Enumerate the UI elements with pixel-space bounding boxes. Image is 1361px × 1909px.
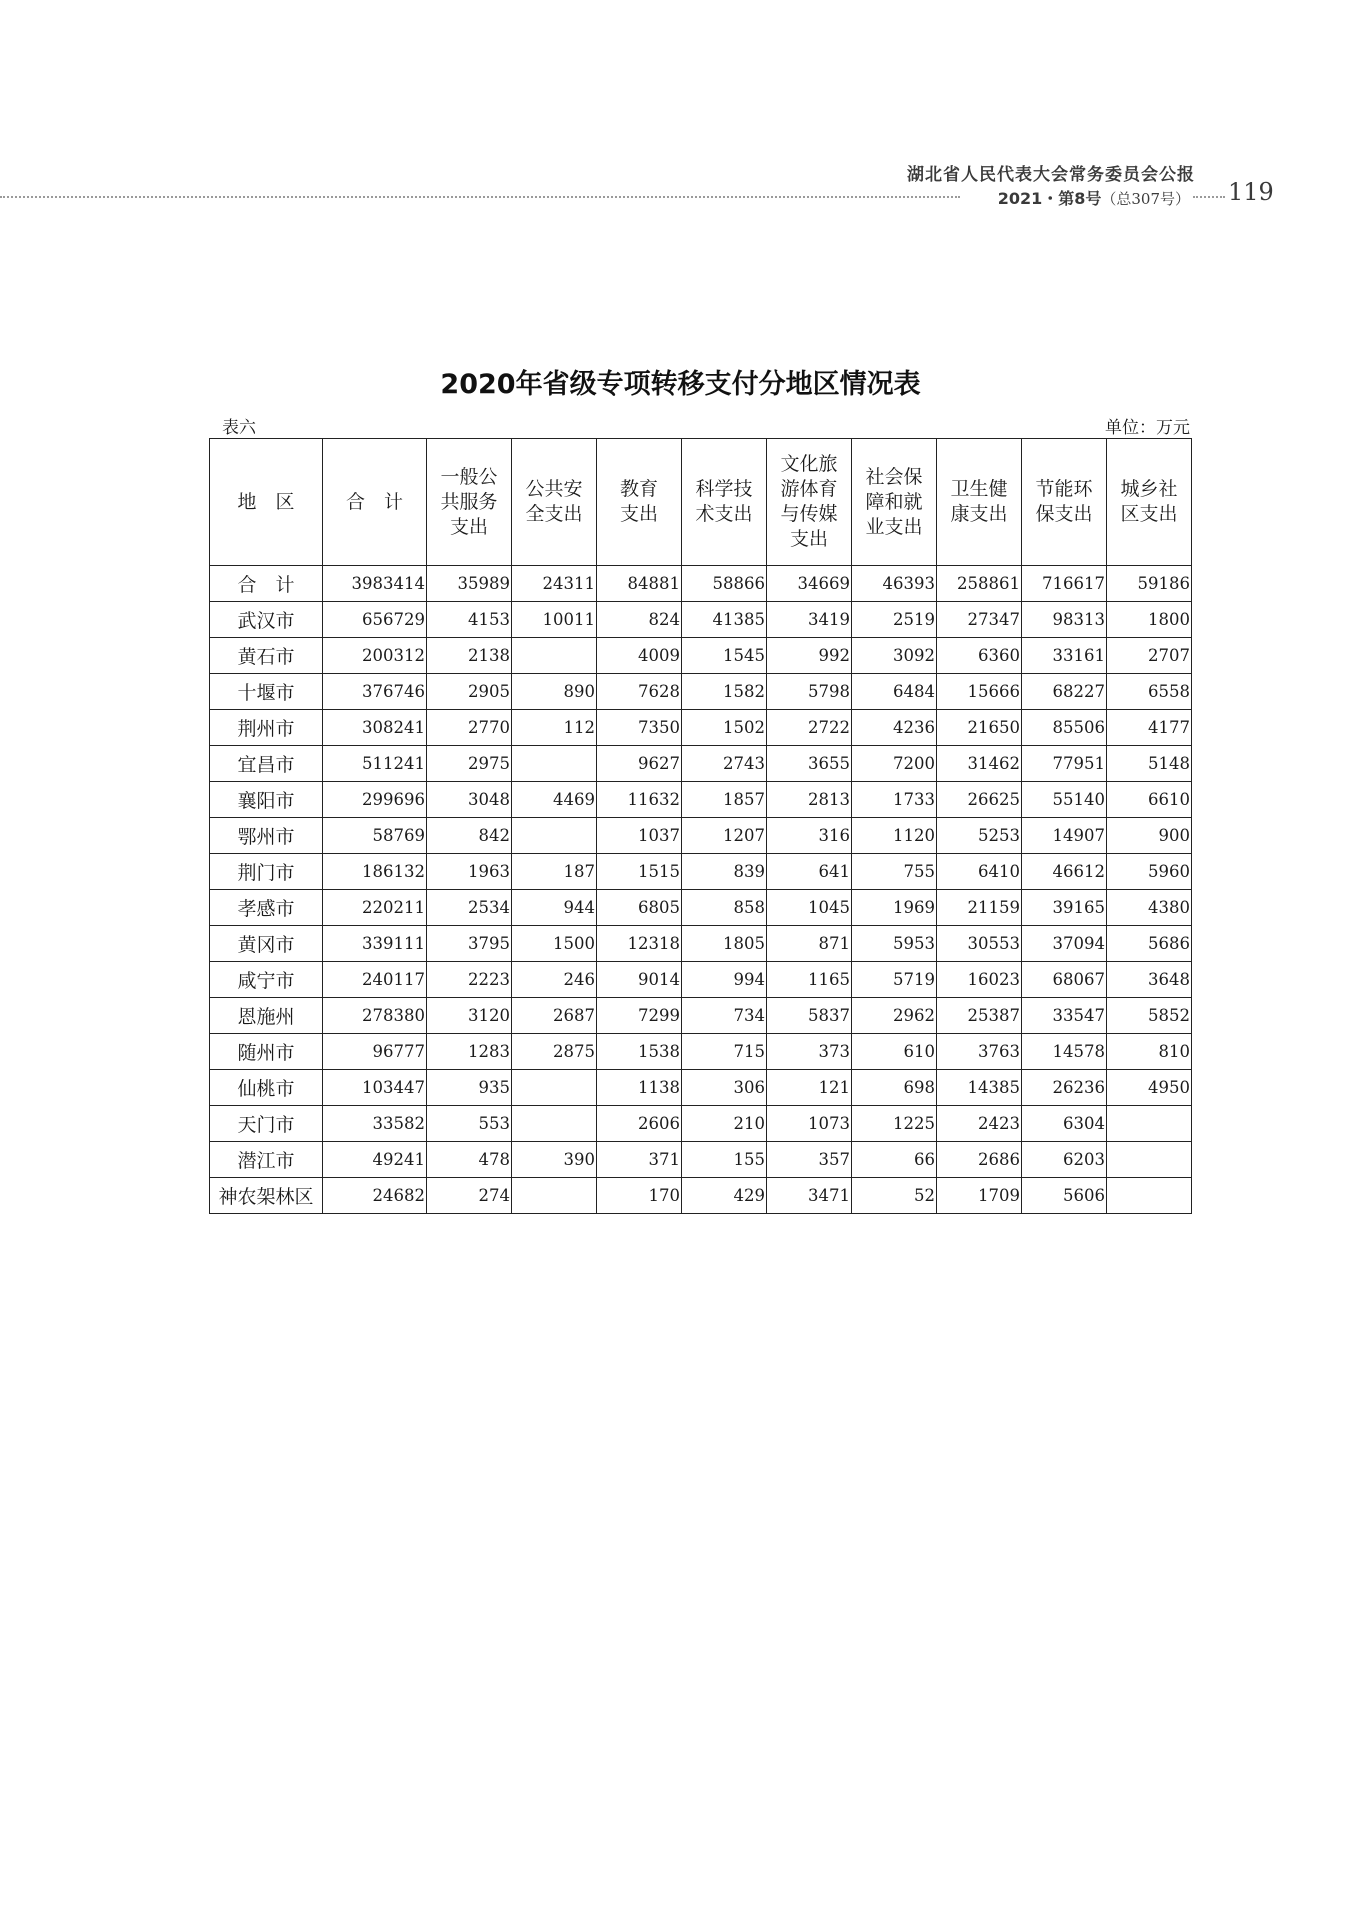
cell-urban-rural-community: 5686 [1107, 926, 1192, 962]
cell-energy-environment: 5606 [1022, 1178, 1107, 1214]
cell-energy-environment: 14578 [1022, 1034, 1107, 1070]
cell-urban-rural-community: 900 [1107, 818, 1192, 854]
cell-science-technology: 58866 [682, 566, 767, 602]
cell-urban-rural-community: 4177 [1107, 710, 1192, 746]
cell-culture-tourism-sports-media: 316 [767, 818, 852, 854]
cell-health: 15666 [937, 674, 1022, 710]
cell-education: 1538 [597, 1034, 682, 1070]
cell-health: 2686 [937, 1142, 1022, 1178]
cell-social-security-employment: 1225 [852, 1106, 937, 1142]
cell-general-public-services: 2975 [427, 746, 512, 782]
cell-region: 孝感市 [210, 890, 323, 926]
cell-science-technology: 306 [682, 1070, 767, 1106]
cell-region: 十堰市 [210, 674, 323, 710]
cell-social-security-employment: 2519 [852, 602, 937, 638]
cell-region: 鄂州市 [210, 818, 323, 854]
cell-total: 220211 [323, 890, 427, 926]
header-rule-right [1193, 196, 1225, 198]
cell-education: 1515 [597, 854, 682, 890]
cell-urban-rural-community: 6610 [1107, 782, 1192, 818]
cell-science-technology: 41385 [682, 602, 767, 638]
header-health: 卫生健康支出 [937, 439, 1022, 566]
cell-education: 12318 [597, 926, 682, 962]
page-number: 119 [1228, 178, 1274, 206]
cell-social-security-employment: 1733 [852, 782, 937, 818]
cell-total: 511241 [323, 746, 427, 782]
cell-urban-rural-community: 6558 [1107, 674, 1192, 710]
cell-public-security: 2875 [512, 1034, 597, 1070]
cell-energy-environment: 98313 [1022, 602, 1107, 638]
header-science-technology: 科学技术支出 [682, 439, 767, 566]
cell-social-security-employment: 52 [852, 1178, 937, 1214]
cell-science-technology: 715 [682, 1034, 767, 1070]
cell-health: 27347 [937, 602, 1022, 638]
cell-culture-tourism-sports-media: 871 [767, 926, 852, 962]
table-row [210, 782, 1192, 818]
cell-general-public-services: 478 [427, 1142, 512, 1178]
cell-culture-tourism-sports-media: 3471 [767, 1178, 852, 1214]
table-row [210, 674, 1192, 710]
cell-general-public-services: 2905 [427, 674, 512, 710]
cell-public-security: 187 [512, 854, 597, 890]
cell-region: 神农架林区 [210, 1178, 323, 1214]
cell-social-security-employment: 1120 [852, 818, 937, 854]
cell-public-security: 390 [512, 1142, 597, 1178]
cell-total: 96777 [323, 1034, 427, 1070]
cell-total: 186132 [323, 854, 427, 890]
cell-social-security-employment: 698 [852, 1070, 937, 1106]
cell-public-security: 1500 [512, 926, 597, 962]
cell-social-security-employment: 46393 [852, 566, 937, 602]
cell-general-public-services: 1283 [427, 1034, 512, 1070]
cell-region: 咸宁市 [210, 962, 323, 998]
cell-total: 308241 [323, 710, 427, 746]
header-urban-rural-community: 城乡社区支出 [1107, 439, 1192, 566]
cell-region: 恩施州 [210, 998, 323, 1034]
cell-total: 49241 [323, 1142, 427, 1178]
cell-public-security [512, 818, 597, 854]
cell-education: 11632 [597, 782, 682, 818]
publication-title: 湖北省人民代表大会常务委员会公报 [907, 165, 1195, 185]
cell-urban-rural-community: 810 [1107, 1034, 1192, 1070]
table-row [210, 638, 1192, 674]
cell-education: 7299 [597, 998, 682, 1034]
cell-energy-environment: 14907 [1022, 818, 1107, 854]
cell-health: 6410 [937, 854, 1022, 890]
cell-public-security: 944 [512, 890, 597, 926]
cell-social-security-employment: 7200 [852, 746, 937, 782]
cell-general-public-services: 4153 [427, 602, 512, 638]
cell-culture-tourism-sports-media: 1165 [767, 962, 852, 998]
cell-general-public-services: 3120 [427, 998, 512, 1034]
cell-social-security-employment: 5953 [852, 926, 937, 962]
header-public-security: 公共安全支出 [512, 439, 597, 566]
table-row [210, 998, 1192, 1034]
cell-region: 黄石市 [210, 638, 323, 674]
document-title: 2020年省级专项转移支付分地区情况表 [440, 369, 921, 400]
header-education: 教育支出 [597, 439, 682, 566]
cell-urban-rural-community: 1800 [1107, 602, 1192, 638]
table-row [210, 926, 1192, 962]
cell-culture-tourism-sports-media: 3419 [767, 602, 852, 638]
cell-total: 339111 [323, 926, 427, 962]
cell-education: 84881 [597, 566, 682, 602]
table-row [210, 818, 1192, 854]
cell-general-public-services: 2138 [427, 638, 512, 674]
cell-education: 1037 [597, 818, 682, 854]
cell-public-security [512, 638, 597, 674]
cell-energy-environment: 77951 [1022, 746, 1107, 782]
cell-health: 25387 [937, 998, 1022, 1034]
cell-general-public-services: 2223 [427, 962, 512, 998]
cell-urban-rural-community [1107, 1106, 1192, 1142]
cell-general-public-services: 35989 [427, 566, 512, 602]
cell-urban-rural-community: 5852 [1107, 998, 1192, 1034]
cell-total: 240117 [323, 962, 427, 998]
cell-education: 170 [597, 1178, 682, 1214]
cell-social-security-employment: 1969 [852, 890, 937, 926]
cell-science-technology: 2743 [682, 746, 767, 782]
cell-energy-environment: 68067 [1022, 962, 1107, 998]
cell-social-security-employment: 2962 [852, 998, 937, 1034]
cell-science-technology: 1502 [682, 710, 767, 746]
table-row [210, 602, 1192, 638]
cell-education: 7628 [597, 674, 682, 710]
cell-region: 襄阳市 [210, 782, 323, 818]
cell-region: 仙桃市 [210, 1070, 323, 1106]
cell-urban-rural-community [1107, 1142, 1192, 1178]
cell-public-security: 24311 [512, 566, 597, 602]
cell-culture-tourism-sports-media: 992 [767, 638, 852, 674]
cell-public-security [512, 1178, 597, 1214]
cell-public-security [512, 1106, 597, 1142]
cell-health: 30553 [937, 926, 1022, 962]
cell-total: 58769 [323, 818, 427, 854]
cell-science-technology: 1805 [682, 926, 767, 962]
cell-energy-environment: 55140 [1022, 782, 1107, 818]
cell-urban-rural-community: 59186 [1107, 566, 1192, 602]
cell-total: 299696 [323, 782, 427, 818]
cell-total: 376746 [323, 674, 427, 710]
cell-public-security: 112 [512, 710, 597, 746]
transfer-payment-table [209, 438, 1192, 1214]
cell-culture-tourism-sports-media: 1045 [767, 890, 852, 926]
cell-culture-tourism-sports-media: 373 [767, 1034, 852, 1070]
cell-health: 21159 [937, 890, 1022, 926]
table-row [210, 746, 1192, 782]
table-row [210, 1106, 1192, 1142]
cell-total: 24682 [323, 1178, 427, 1214]
cell-science-technology: 1545 [682, 638, 767, 674]
cell-region: 潜江市 [210, 1142, 323, 1178]
cell-public-security [512, 746, 597, 782]
cell-social-security-employment: 5719 [852, 962, 937, 998]
cell-social-security-employment: 755 [852, 854, 937, 890]
cell-energy-environment: 39165 [1022, 890, 1107, 926]
unit-label: 单位：万元 [1105, 418, 1190, 438]
cell-general-public-services: 935 [427, 1070, 512, 1106]
cell-science-technology: 210 [682, 1106, 767, 1142]
cell-energy-environment: 46612 [1022, 854, 1107, 890]
table-row [210, 890, 1192, 926]
cell-culture-tourism-sports-media: 2722 [767, 710, 852, 746]
header-rule [0, 196, 960, 198]
cell-education: 7350 [597, 710, 682, 746]
header-total: 合 计 [323, 439, 427, 566]
cell-public-security: 10011 [512, 602, 597, 638]
cell-culture-tourism-sports-media: 1073 [767, 1106, 852, 1142]
cell-education: 2606 [597, 1106, 682, 1142]
issue-total: （总307号） [1101, 190, 1190, 208]
table-total-row [210, 566, 1192, 602]
cell-science-technology: 1207 [682, 818, 767, 854]
header-general-public-services: 一般公共服务支出 [427, 439, 512, 566]
cell-energy-environment: 6203 [1022, 1142, 1107, 1178]
cell-education: 824 [597, 602, 682, 638]
cell-social-security-employment: 4236 [852, 710, 937, 746]
cell-energy-environment: 33161 [1022, 638, 1107, 674]
cell-health: 1709 [937, 1178, 1022, 1214]
cell-region: 荆门市 [210, 854, 323, 890]
cell-culture-tourism-sports-media: 357 [767, 1142, 852, 1178]
cell-energy-environment: 716617 [1022, 566, 1107, 602]
cell-total: 33582 [323, 1106, 427, 1142]
cell-general-public-services: 274 [427, 1178, 512, 1214]
cell-social-security-employment: 610 [852, 1034, 937, 1070]
cell-general-public-services: 3048 [427, 782, 512, 818]
cell-social-security-employment: 3092 [852, 638, 937, 674]
cell-education: 9627 [597, 746, 682, 782]
cell-total: 278380 [323, 998, 427, 1034]
cell-science-technology: 994 [682, 962, 767, 998]
cell-science-technology: 734 [682, 998, 767, 1034]
table-header-row [210, 439, 1192, 566]
cell-public-security: 2687 [512, 998, 597, 1034]
cell-health: 5253 [937, 818, 1022, 854]
issue-number: 2021・第8号 [997, 189, 1102, 208]
header-social-security-employment: 社会保障和就业支出 [852, 439, 937, 566]
cell-health: 31462 [937, 746, 1022, 782]
cell-region: 武汉市 [210, 602, 323, 638]
cell-science-technology: 1582 [682, 674, 767, 710]
cell-science-technology: 1857 [682, 782, 767, 818]
cell-health: 6360 [937, 638, 1022, 674]
cell-science-technology: 839 [682, 854, 767, 890]
cell-total: 656729 [323, 602, 427, 638]
cell-education: 371 [597, 1142, 682, 1178]
issue-info [960, 186, 1190, 209]
table-row [210, 1178, 1192, 1214]
cell-general-public-services: 2534 [427, 890, 512, 926]
table-row [210, 1034, 1192, 1070]
cell-education: 6805 [597, 890, 682, 926]
cell-science-technology: 429 [682, 1178, 767, 1214]
cell-public-security: 246 [512, 962, 597, 998]
cell-general-public-services: 1963 [427, 854, 512, 890]
cell-health: 3763 [937, 1034, 1022, 1070]
table-row [210, 710, 1192, 746]
cell-health: 16023 [937, 962, 1022, 998]
cell-social-security-employment: 66 [852, 1142, 937, 1178]
cell-energy-environment: 37094 [1022, 926, 1107, 962]
cell-region: 天门市 [210, 1106, 323, 1142]
cell-science-technology: 858 [682, 890, 767, 926]
table-label: 表六 [222, 418, 256, 438]
cell-health: 258861 [937, 566, 1022, 602]
cell-region: 黄冈市 [210, 926, 323, 962]
cell-urban-rural-community: 5148 [1107, 746, 1192, 782]
table-row [210, 854, 1192, 890]
cell-social-security-employment: 6484 [852, 674, 937, 710]
cell-energy-environment: 6304 [1022, 1106, 1107, 1142]
cell-health: 26625 [937, 782, 1022, 818]
cell-region: 随州市 [210, 1034, 323, 1070]
cell-culture-tourism-sports-media: 3655 [767, 746, 852, 782]
cell-health: 2423 [937, 1106, 1022, 1142]
cell-education: 1138 [597, 1070, 682, 1106]
header-region: 地 区 [210, 439, 323, 566]
cell-education: 9014 [597, 962, 682, 998]
cell-culture-tourism-sports-media: 5837 [767, 998, 852, 1034]
header-energy-environment: 节能环保支出 [1022, 439, 1107, 566]
cell-region: 合 计 [210, 566, 323, 602]
cell-health: 21650 [937, 710, 1022, 746]
cell-region: 荆州市 [210, 710, 323, 746]
header-culture-tourism-sports-media: 文化旅游体育与传媒支出 [767, 439, 852, 566]
cell-urban-rural-community: 4380 [1107, 890, 1192, 926]
cell-energy-environment: 68227 [1022, 674, 1107, 710]
cell-culture-tourism-sports-media: 121 [767, 1070, 852, 1106]
cell-urban-rural-community [1107, 1178, 1192, 1214]
cell-public-security: 890 [512, 674, 597, 710]
cell-education: 4009 [597, 638, 682, 674]
cell-energy-environment: 33547 [1022, 998, 1107, 1034]
cell-science-technology: 155 [682, 1142, 767, 1178]
cell-urban-rural-community: 4950 [1107, 1070, 1192, 1106]
table-row [210, 1070, 1192, 1106]
cell-region: 宜昌市 [210, 746, 323, 782]
table-row [210, 1142, 1192, 1178]
cell-health: 14385 [937, 1070, 1022, 1106]
cell-total: 200312 [323, 638, 427, 674]
cell-total: 3983414 [323, 566, 427, 602]
cell-general-public-services: 3795 [427, 926, 512, 962]
cell-culture-tourism-sports-media: 641 [767, 854, 852, 890]
table-row [210, 962, 1192, 998]
cell-urban-rural-community: 2707 [1107, 638, 1192, 674]
cell-urban-rural-community: 5960 [1107, 854, 1192, 890]
cell-public-security: 4469 [512, 782, 597, 818]
cell-general-public-services: 553 [427, 1106, 512, 1142]
cell-energy-environment: 85506 [1022, 710, 1107, 746]
cell-urban-rural-community: 3648 [1107, 962, 1192, 998]
cell-culture-tourism-sports-media: 5798 [767, 674, 852, 710]
cell-public-security [512, 1070, 597, 1106]
cell-total: 103447 [323, 1070, 427, 1106]
cell-general-public-services: 2770 [427, 710, 512, 746]
cell-energy-environment: 26236 [1022, 1070, 1107, 1106]
cell-general-public-services: 842 [427, 818, 512, 854]
cell-culture-tourism-sports-media: 2813 [767, 782, 852, 818]
cell-culture-tourism-sports-media: 34669 [767, 566, 852, 602]
